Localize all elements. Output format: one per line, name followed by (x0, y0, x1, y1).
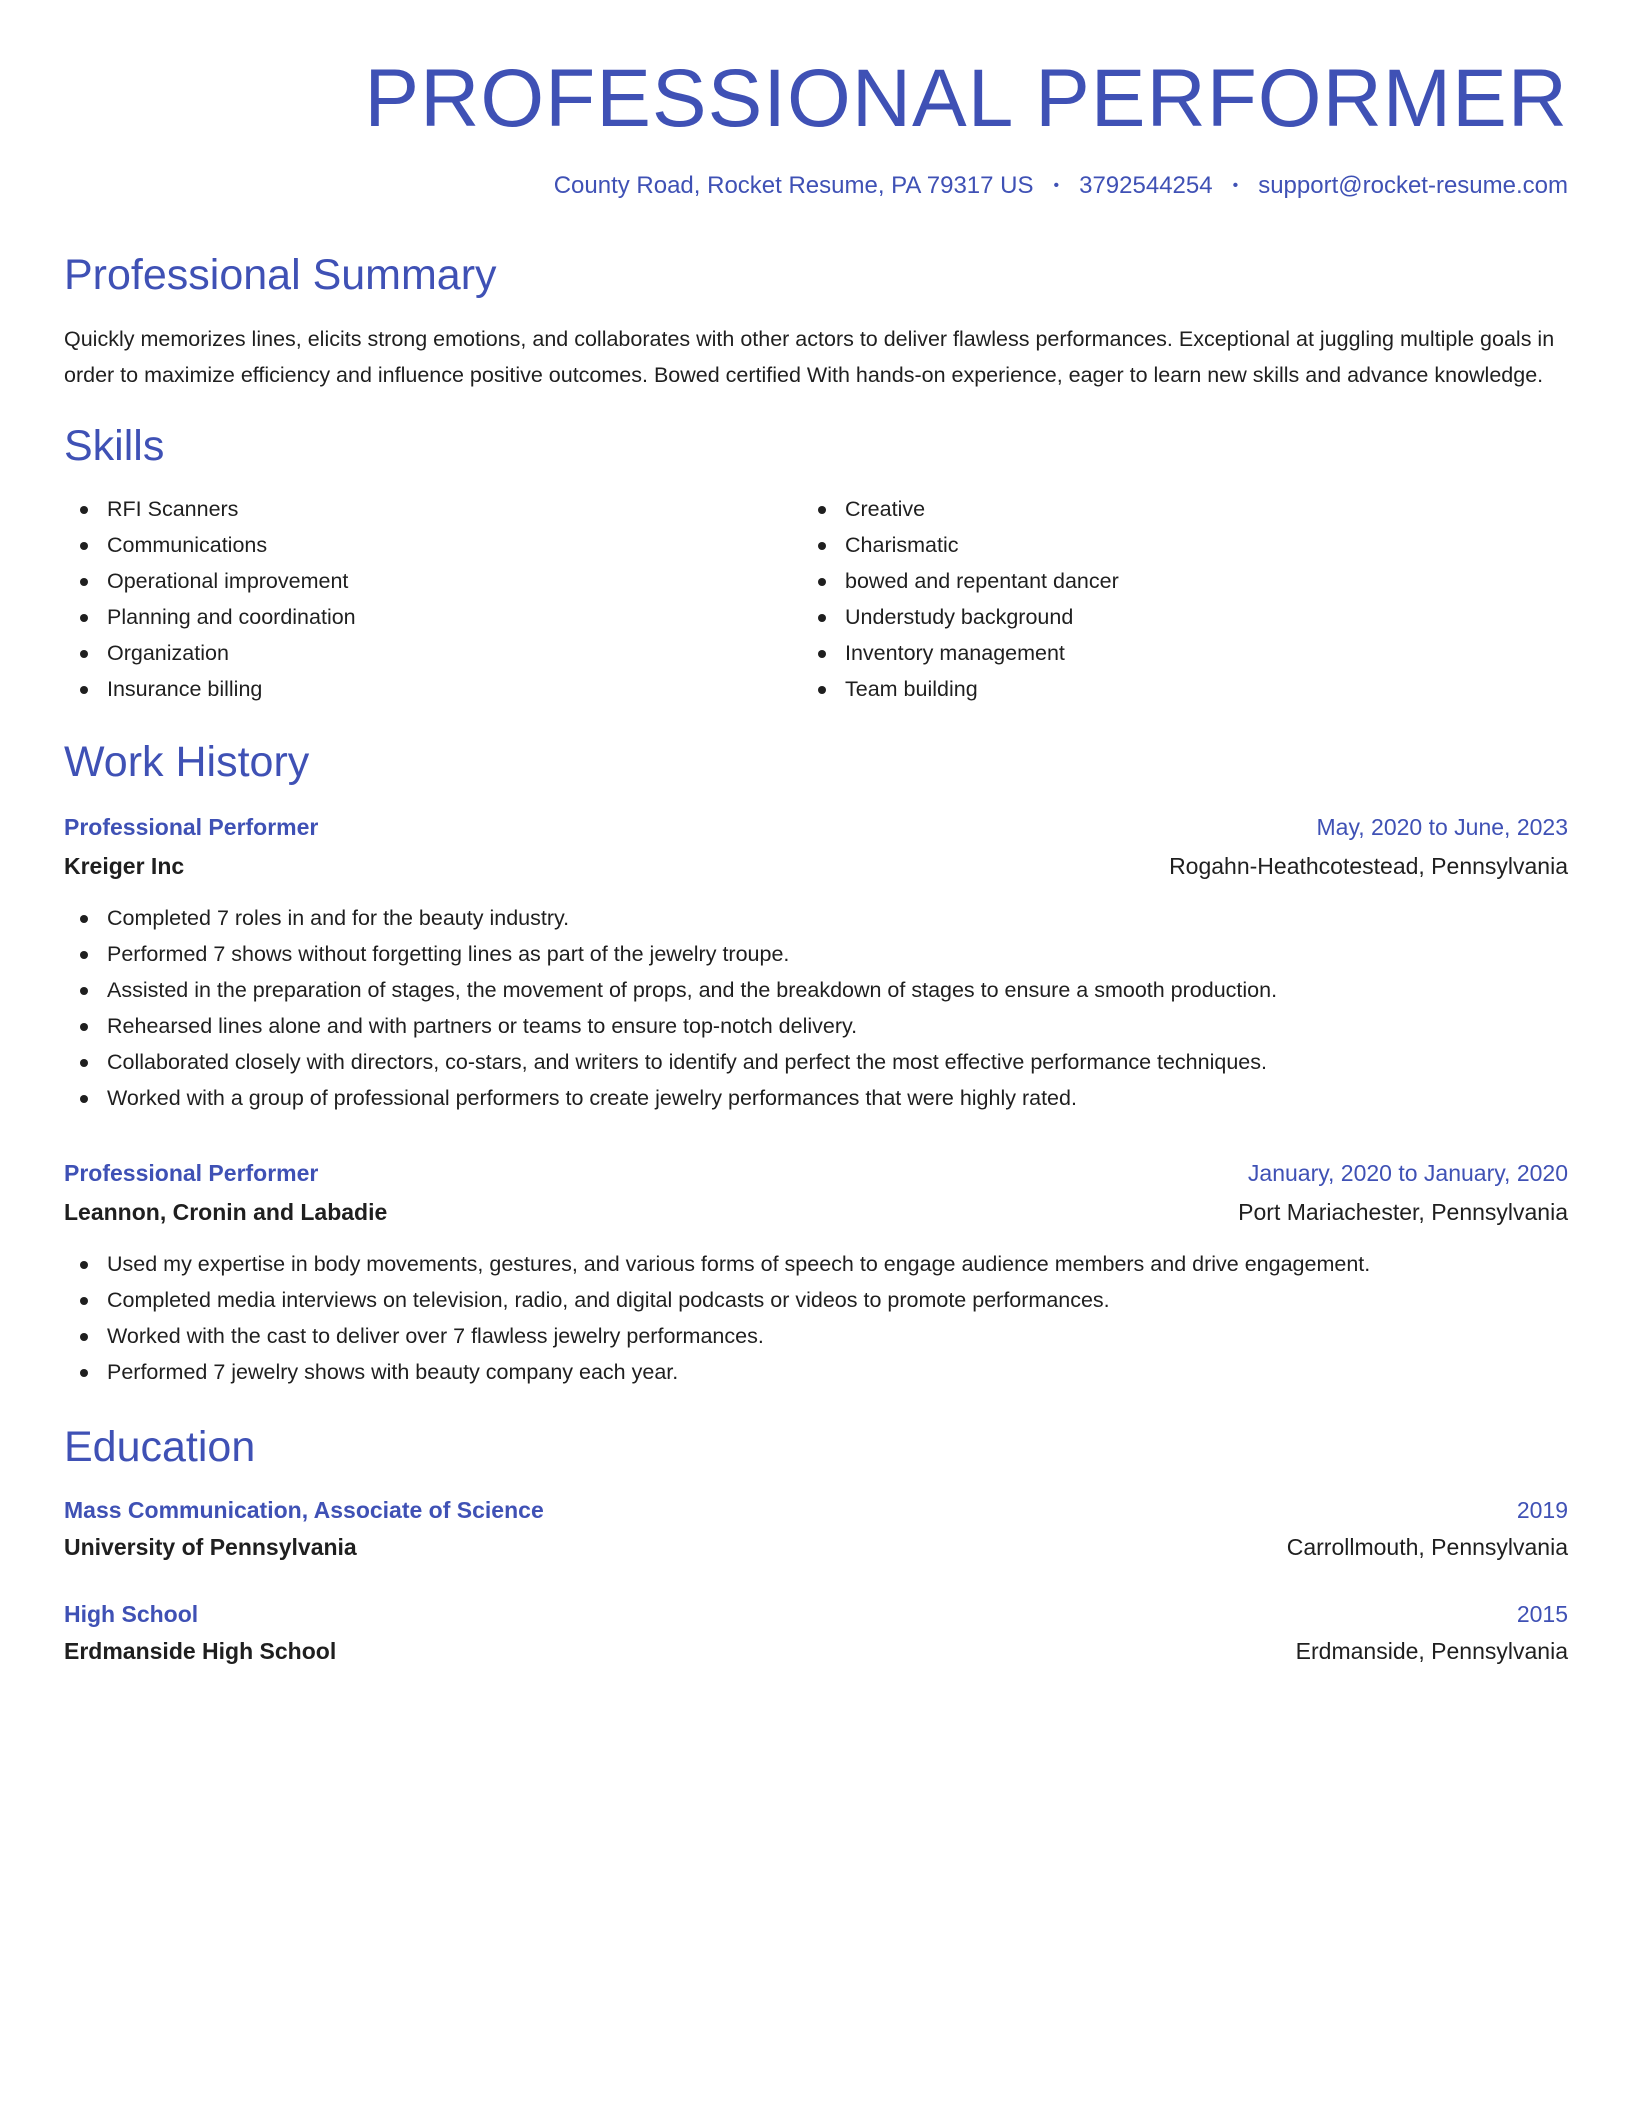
job-bullet: Worked with a group of professional performers to create jewelry performances that were highly rated. (64, 1080, 1568, 1116)
education-entry (64, 1601, 1568, 1665)
summary-text: Quickly memorizes lines, elicits strong emotions, and collaborates with other actors to deliver flawless performances. Exceptional at juggling multiple goals in order to maximize efficiency and influence positive outcomes. Bowed certified With hands-on experience, eager to learn new skills and advance knowledge. (64, 327, 1555, 388)
work-history-section (64, 739, 1568, 1390)
skills-right-column (802, 491, 1540, 707)
candidate-name: PROFESSIONAL PERFORMER (364, 53, 1568, 144)
work-history-heading: Work History (64, 737, 310, 786)
skill-item: Understudy background (802, 599, 1540, 635)
education-section (64, 1424, 1568, 1665)
skill-item: Organization (64, 635, 802, 671)
education-school-row (64, 1534, 1568, 1561)
job-title: Professional Performer (64, 813, 319, 840)
contact-address: County Road, Rocket Resume, PA 79317 US (553, 172, 1034, 199)
job-bullets (64, 1246, 1568, 1390)
job-dates: May, 2020 to June, 2023 (1316, 813, 1568, 840)
education-year: 2019 (1516, 1497, 1568, 1524)
job-dates: January, 2020 to January, 2020 (1247, 1159, 1568, 1186)
education-header-row (64, 1601, 1568, 1628)
skills-left-column (64, 491, 802, 707)
job-company: Leannon, Cronin and Labadie (64, 1198, 388, 1225)
job-bullet: Collaborated closely with directors, co-stars, and writers to identify and perfect the most effective performance techniques. (64, 1044, 1568, 1080)
job-company: Kreiger Inc (64, 852, 185, 879)
education-entry (64, 1497, 1568, 1561)
job-company-row (64, 853, 1568, 880)
job-location: Rogahn-Heathcotestead, Pennsylvania (1169, 852, 1568, 879)
job-bullet: Worked with the cast to deliver over 7 flawless jewelry performances. (64, 1318, 1568, 1354)
contact-phone: 3792544254 (1079, 172, 1213, 199)
job-bullet: Performed 7 shows without forgetting lines as part of the jewelry troupe. (64, 936, 1568, 972)
job-bullet: Completed 7 roles in and for the beauty industry. (64, 900, 1568, 936)
summary-heading: Professional Summary (64, 251, 497, 299)
education-school: Erdmanside High School (64, 1638, 337, 1665)
job-bullet: Assisted in the preparation of stages, the movement of props, and the breakdown of stages to ensure a smooth production. (64, 972, 1568, 1008)
job-bullet: Completed media interviews on television, radio, and digital podcasts or videos to promote performances. (64, 1282, 1568, 1318)
skill-item: Planning and coordination (64, 599, 802, 635)
job-company-row (64, 1199, 1568, 1226)
education-school: University of Pennsylvania (64, 1534, 357, 1561)
job-entry (64, 814, 1568, 1116)
job-bullet: Rehearsed lines alone and with partners or teams to ensure top-notch delivery. (64, 1008, 1568, 1044)
skill-item: Operational improvement (64, 563, 802, 599)
job-bullet: Used my expertise in body movements, gestures, and various forms of speech to engage audience members and drive engagement. (64, 1246, 1568, 1282)
skill-item: Team building (802, 671, 1540, 707)
education-degree: High School (64, 1601, 199, 1628)
skill-item: bowed and repentant dancer (802, 563, 1540, 599)
education-heading: Education (64, 1422, 256, 1471)
resume-header (64, 53, 1568, 200)
separator-dot: • (1053, 177, 1060, 194)
contact-line (64, 172, 1568, 200)
skills-heading: Skills (64, 422, 165, 471)
separator-dot: • (1232, 177, 1239, 194)
job-location: Port Mariachester, Pennsylvania (1238, 1198, 1568, 1225)
job-entry (64, 1160, 1568, 1390)
education-degree: Mass Communication, Associate of Science (64, 1497, 544, 1524)
job-bullet: Performed 7 jewelry shows with beauty company each year. (64, 1354, 1568, 1390)
skill-item: Creative (802, 491, 1540, 527)
job-header-row (64, 1160, 1568, 1187)
education-location: Erdmanside, Pennsylvania (1295, 1638, 1568, 1665)
job-title: Professional Performer (64, 1159, 319, 1186)
skills-section (64, 423, 1568, 706)
job-bullets (64, 900, 1568, 1116)
skill-item: Communications (64, 527, 802, 563)
education-location: Carrollmouth, Pennsylvania (1286, 1534, 1568, 1561)
skill-item: Inventory management (802, 635, 1540, 671)
education-header-row (64, 1497, 1568, 1524)
job-header-row (64, 814, 1568, 841)
education-year: 2015 (1516, 1601, 1568, 1628)
skill-item: RFI Scanners (64, 491, 802, 527)
education-school-row (64, 1638, 1568, 1665)
skill-item: Charismatic (802, 527, 1540, 563)
skill-item: Insurance billing (64, 671, 802, 707)
skills-columns (64, 491, 1568, 707)
contact-email: support@rocket-resume.com (1258, 172, 1568, 199)
summary-section (64, 252, 1568, 393)
